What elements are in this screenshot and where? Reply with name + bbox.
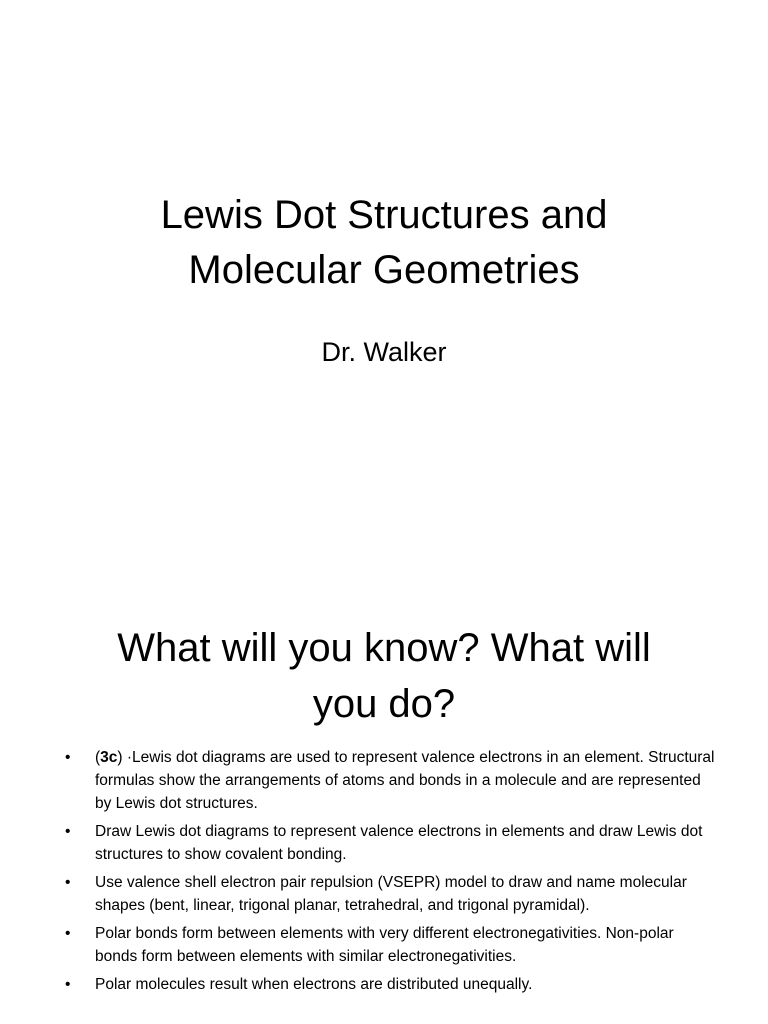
bullet-text: Polar molecules result when electrons are distributed unequally. — [95, 976, 533, 993]
standard-code: 3c — [100, 749, 118, 766]
slide-title-line-2: Molecular Geometries — [188, 248, 580, 292]
bullet-text: Draw Lewis dot diagrams to represent valence electrons in elements and draw Lewis dot structures to show covalent bonding. — [95, 823, 703, 863]
list-item — [0, 746, 768, 815]
bullet-icon: • — [65, 976, 71, 993]
bullet-icon: • — [65, 874, 71, 891]
slide-title — [0, 188, 768, 298]
list-item — [0, 922, 768, 968]
objectives-title-line-1: What will you know? What will — [117, 626, 651, 670]
bullet-prefix: ( — [95, 749, 101, 766]
bullet-text: Use valence shell electron pair repulsion (VSEPR) model to draw and name molecular shapes (bent, linear, trigonal planar, tetrahedral, and trigonal pyramidal). — [95, 874, 687, 914]
list-item — [0, 871, 768, 917]
objectives-title — [0, 620, 768, 732]
objectives-list — [0, 746, 768, 1001]
author-subtitle: Dr. Walker — [321, 337, 447, 367]
bullet-text: ) ·Lewis dot diagrams are used to represent valence electrons in an element. Structural formulas show the arrangements of atoms and bonds in a molecule and are represented by Lewis dot structures. — [95, 749, 715, 812]
list-item — [0, 820, 768, 866]
bullet-icon: • — [65, 925, 71, 942]
objectives-title-line-2: you do? — [312, 682, 456, 726]
bullet-icon: • — [65, 823, 71, 840]
slide-title-line-1: Lewis Dot Structures and — [160, 193, 608, 237]
list-item — [0, 973, 768, 996]
bullet-icon: • — [65, 749, 71, 766]
bullet-text: Polar bonds form between elements with very different electronegativities. Non-polar bonds form between elements with similar electronegativities. — [95, 925, 674, 965]
objectives-slide — [0, 576, 768, 1024]
